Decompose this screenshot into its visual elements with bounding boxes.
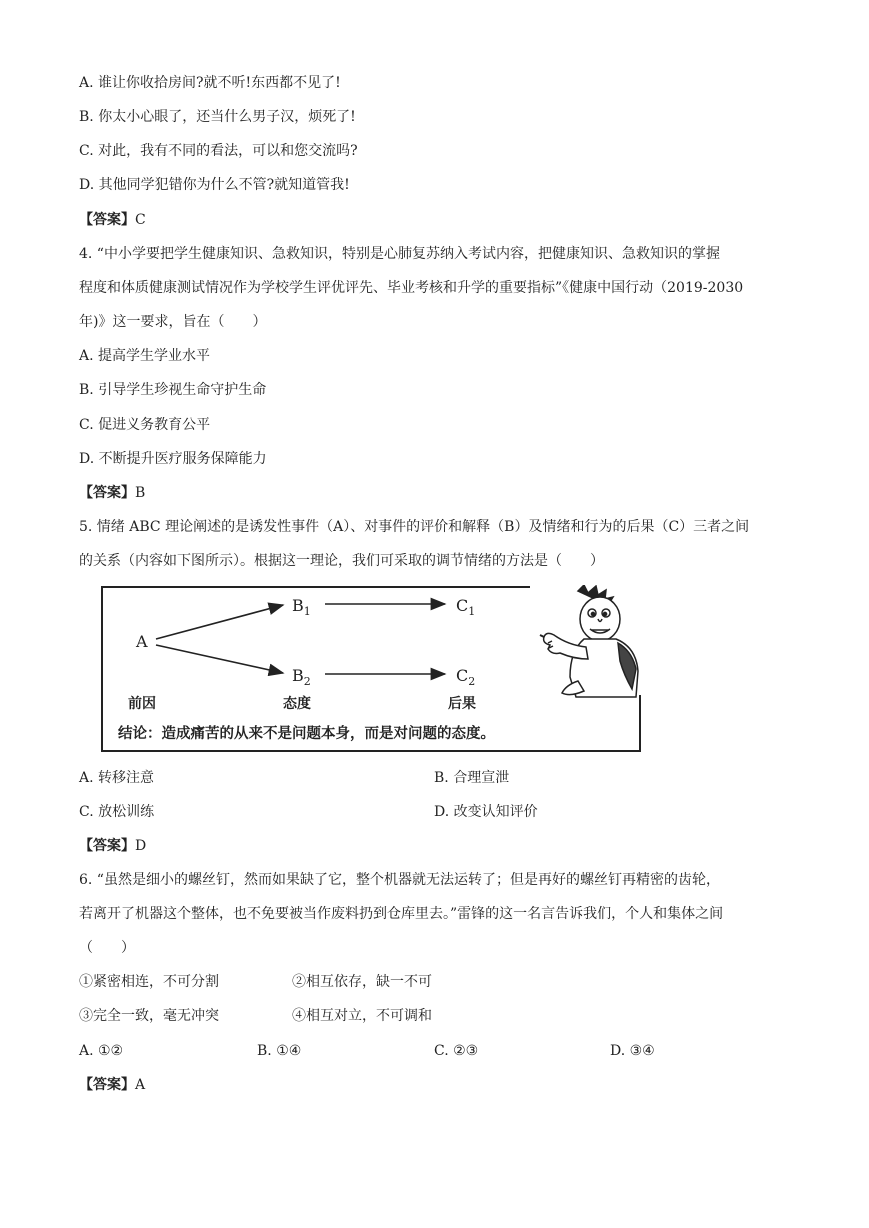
q4-option-c: C. 促进义务教育公平	[79, 417, 211, 433]
q3-option-b: B. 你太小心眼了，还当什么男子汉，烦死了!	[79, 109, 356, 125]
q5-answer	[79, 836, 146, 856]
node-a: A	[136, 632, 148, 651]
node-c2: $C_2$	[456, 666, 476, 688]
q6-option-b: B. ①④	[257, 1043, 302, 1059]
q5-option-d: D. 改变认知评价	[434, 804, 538, 820]
q5-stem-line2: 的关系（内容如下图所示）。根据这一理论，我们可采取的调节情绪的方法是（ ）	[79, 553, 604, 569]
q5-stem-line1: 5. 情绪 ABC 理论阐述的是诱发性事件（A）、对事件的评价和解释（B）及情绪和行为的后果（C）三者之间	[79, 519, 750, 535]
q6-statement-2: ②相互依存，缺一不可	[292, 974, 432, 990]
q4-stem-line1: 4. “中小学要把学生健康知识、急救知识，特别是心肺复苏纳入考试内容，把健康知识、急救知识的掌握	[79, 246, 720, 262]
answer-label: 【答案】	[79, 838, 135, 854]
q3-answer	[79, 210, 146, 230]
node-b1: $B_1$	[292, 596, 311, 618]
answer-value: A	[135, 1077, 146, 1093]
abc-theory-diagram	[100, 585, 645, 755]
answer-value: C	[135, 212, 146, 228]
q6-statement-1: ①紧密相连，不可分割	[79, 974, 219, 990]
q6-stem-line3: （ ）	[79, 940, 135, 956]
cartoon-figure-illustration	[540, 585, 638, 697]
q6-statement-4: ④相互对立，不可调和	[292, 1008, 432, 1024]
q3-option-c: C. 对此，我有不同的看法，可以和您交流吗?	[79, 143, 358, 159]
diagram-conclusion: 结论：造成痛苦的从来不是问题本身，而是对问题的态度。	[118, 725, 495, 742]
q6-stem-line2: 若离开了机器这个整体，也不免要被当作废料扔到仓库里去。”雷锋的这一名言告诉我们，个人和集体之间	[79, 906, 724, 922]
answer-value: B	[135, 485, 146, 501]
q6-answer	[79, 1075, 145, 1095]
q4-answer	[79, 483, 145, 503]
arrow-a-b2	[156, 645, 283, 673]
q3-option-d: D. 其他同学犯错你为什么不管?就知道管我!	[79, 177, 350, 193]
caption-result: 后果	[448, 696, 476, 712]
answer-label: 【答案】	[79, 485, 135, 501]
node-c1: $C_1$	[456, 596, 476, 618]
q6-option-c: C. ②③	[434, 1043, 479, 1059]
answer-label: 【答案】	[79, 212, 135, 228]
q4-option-b: B. 引导学生珍视生命守护生命	[79, 382, 267, 398]
q6-option-d: D. ③④	[610, 1043, 655, 1059]
q4-stem-line2: 程度和体质健康测试情况作为学校学生评优评先、毕业考核和升学的重要指标”《健康中国行动（2019-2030	[79, 280, 744, 296]
answer-label: 【答案】	[79, 1077, 135, 1093]
q5-option-c: C. 放松训练	[79, 804, 155, 820]
q6-statement-3: ③完全一致，毫无冲突	[79, 1008, 219, 1024]
arrow-a-b1	[156, 605, 283, 639]
q6-stem-line1: 6. “虽然是细小的螺丝钉，然而如果缺了它，整个机器就无法运转了；但是再好的螺丝钉再精密的齿轮，	[79, 872, 720, 888]
q3-option-a: A. 谁让你收拾房间?就不听!东西都不见了!	[79, 75, 341, 91]
node-b2: $B_2$	[292, 666, 311, 688]
q4-option-a: A. 提高学生学业水平	[79, 348, 211, 364]
answer-value: D	[135, 838, 147, 854]
q5-option-b: B. 合理宣泄	[434, 770, 510, 786]
caption-cause: 前因	[128, 696, 156, 712]
caption-attitude: 态度	[283, 696, 311, 712]
q4-stem-line3: 年)》这一要求，旨在（ ）	[79, 314, 267, 330]
q5-option-a: A. 转移注意	[79, 770, 155, 786]
q6-option-a: A. ①②	[79, 1043, 124, 1059]
q4-option-d: D. 不断提升医疗服务保障能力	[79, 451, 267, 467]
